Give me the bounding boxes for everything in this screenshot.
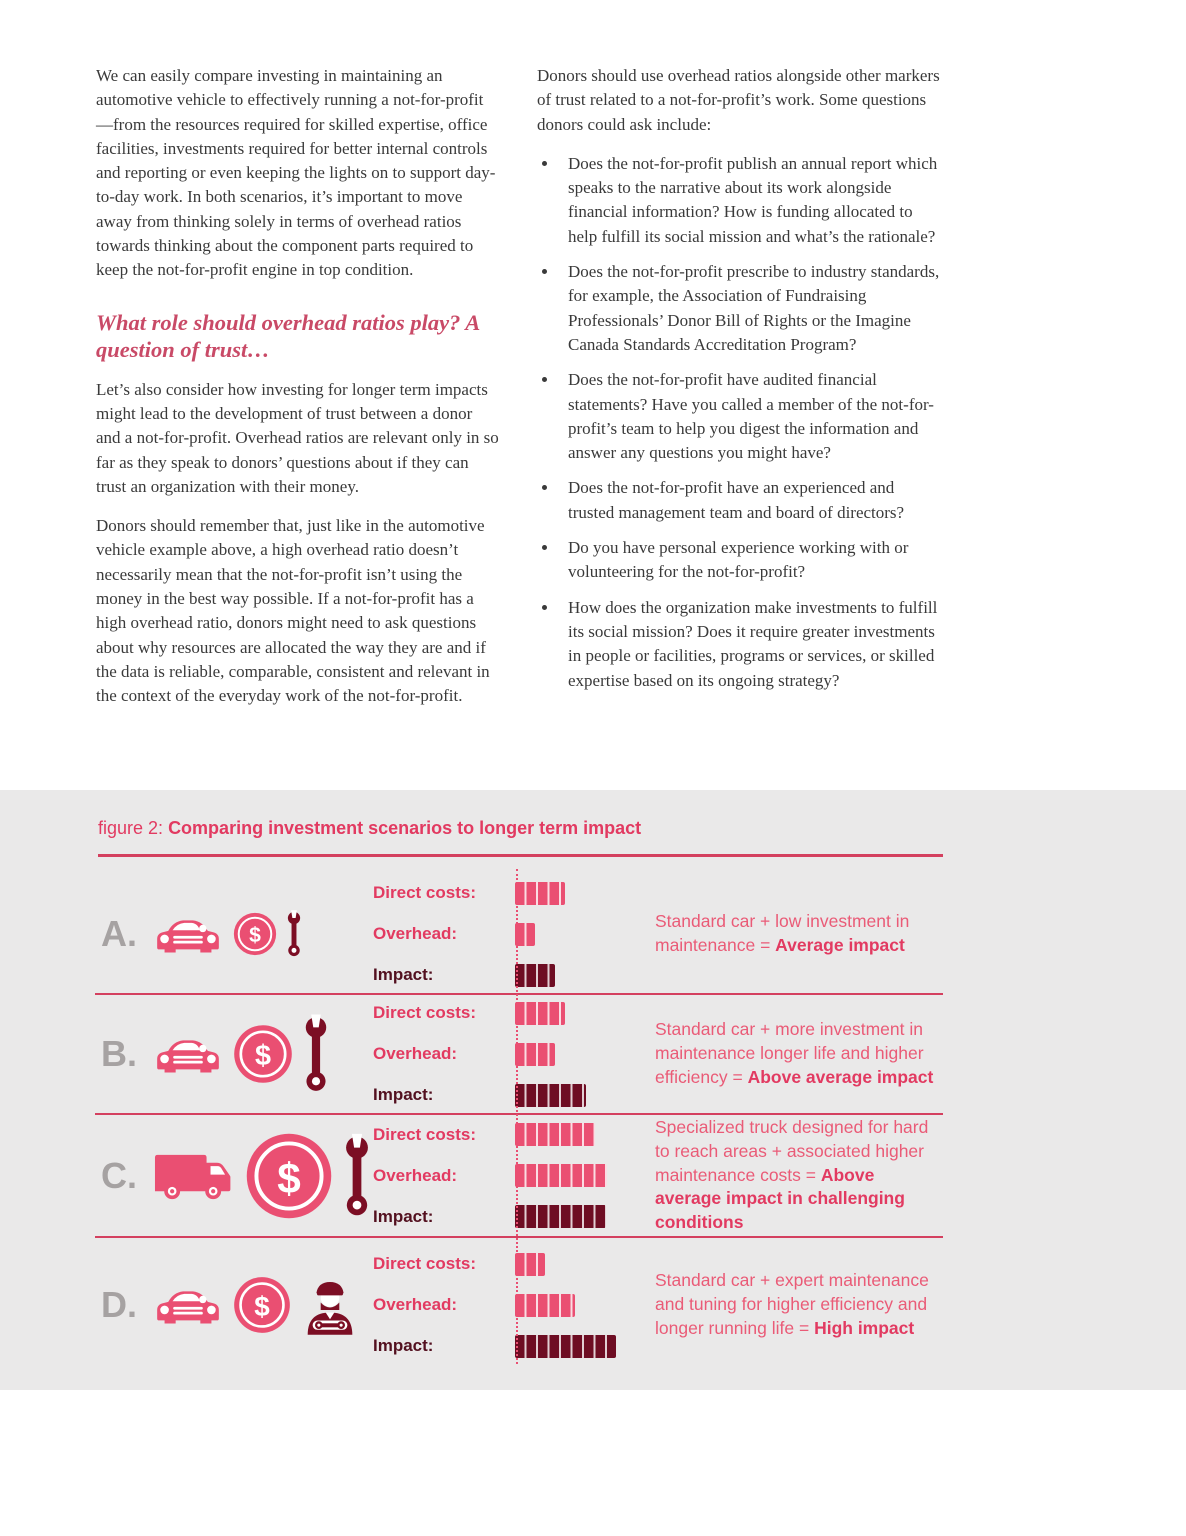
bar-overhead [515, 1164, 607, 1187]
bar-group [373, 1123, 655, 1229]
truck-icon [151, 1145, 237, 1207]
wrench-icon [341, 1125, 373, 1227]
scenario-letter: B. [101, 1033, 137, 1074]
bar-line [373, 881, 655, 905]
car-icon [151, 1276, 225, 1334]
figure-caption [98, 818, 641, 839]
paragraph-intro: We can easily compare investing in maintaining an automotive vehicle to effectively running a not-for-profit—from the resources required for skilled expertise, office facilities, investments required for better internal controls and reporting or even keeping the lights on to support day-to-day work. In both scenarios, it’s important to move away from thinking solely in terms of overhead ratios towards thinking about the component parts required to keep the not-for-profit engine in top condition. [96, 66, 496, 280]
bar-line [373, 1042, 655, 1066]
description-bold: Average impact [775, 935, 905, 955]
bar-overhead [515, 1043, 555, 1066]
scenario-row-a [95, 875, 943, 995]
bar-label-overhead: Overhead: [373, 924, 458, 943]
bar-label-direct-costs: Direct costs: [373, 1124, 476, 1144]
description-text: Specialized truck designed for hard to reach areas + associated higher maintenance costs = [655, 1116, 929, 1185]
bar-label-overhead: Overhead: [373, 1044, 458, 1063]
figure-rows [95, 875, 943, 1372]
paragraph-remember: Donors should remember that, just like in the automotive vehicle example above, a high overhead ratio doesn’t necessarily mean that the not-for-profit isn’t using the money in the best way possible. If a not-for-profit has a high overhead ratio, donors might need to ask questions about why resources are allocated the way they are and if the data is reliable, comparable, consistent and relevant in the context of the everyday work of the not-for-profit. [96, 516, 490, 706]
description-text: Standard car + more investment in maintenance longer life and higher efficiency = [655, 1019, 924, 1087]
bar-line [373, 1001, 655, 1025]
scenario-description [655, 910, 943, 958]
scenario-description [655, 1018, 943, 1090]
scenario-icons [151, 1008, 373, 1100]
bar-line [373, 1164, 655, 1188]
scenario-row-c [95, 1115, 943, 1238]
bar-label-impact: Impact: [373, 1336, 434, 1355]
scenario-letter: D. [101, 1284, 137, 1325]
bar-direct-costs [515, 1123, 595, 1146]
scenario-row-d [95, 1238, 943, 1372]
bar-line [373, 1205, 655, 1229]
paragraph-trust: Let’s also consider how investing for longer term impacts might lead to the development of trust between a donor and a not-for-profit. Overhead ratios are relevant only in so far as they speak to donors’ questions about if they can trust an organization with their money. [96, 379, 499, 496]
scenario-icons [151, 905, 373, 963]
bar-line [373, 1293, 655, 1317]
right-column [537, 64, 940, 726]
description-bold: Above average impact [747, 1066, 934, 1087]
description-bold: High impact [814, 1317, 915, 1338]
bar-impact [515, 964, 555, 987]
bar-label-overhead: Overhead: [373, 1295, 458, 1314]
bar-direct-costs [515, 1253, 545, 1276]
paragraph-questions-intro: Donors should use overhead ratios alongside other markers of trust related to a not-for-profit’s work. Some questions donors could ask include: [537, 66, 940, 134]
bar-group [373, 1252, 655, 1358]
figure-title: Comparing investment scenarios to longer term impact [168, 818, 642, 838]
bar-line [373, 1252, 655, 1276]
bar-axis-line [516, 869, 518, 1364]
bar-line [373, 1083, 655, 1107]
bar-label-direct-costs: Direct costs: [373, 1254, 476, 1273]
section-heading: What role should overhead ratios play? A question of trust… [96, 309, 479, 362]
questions-list [537, 152, 940, 693]
list-item: • Does the not-for-profit have audited financial statements? Have you called a member of the not-for-profit’s team to help you digest the information and answer any questions you might have? [559, 368, 940, 465]
wrench-icon [301, 1008, 331, 1100]
bar-label-impact: Impact: [373, 1085, 434, 1104]
bar-group [373, 1001, 655, 1107]
figure-rule [98, 854, 943, 857]
bar-line [373, 963, 655, 987]
bar-impact [515, 1084, 586, 1107]
scenario-row-b [95, 995, 943, 1115]
bar-group [373, 881, 655, 987]
bar-direct-costs [515, 882, 565, 905]
scenario-icons [151, 1265, 373, 1345]
bar-label-direct-costs: Direct costs: [373, 1003, 476, 1022]
figure-2-panel [0, 790, 1186, 1390]
list-item: • Does the not-for-profit prescribe to industry standards, for example, the Association of Fundraising Professionals’ Donor Bill of Rights or the Imagine Canada Standards Accreditation Program? [559, 260, 940, 357]
bar-label-direct-costs: Direct costs: [373, 883, 476, 902]
list-item: • Does the not-for-profit publish an annual report which speaks to the narrative about its work alongside financial information? How is funding allocated to help fulfill its social mission and what’s the rationale? [559, 152, 940, 249]
bar-overhead [515, 1294, 575, 1317]
bar-direct-costs [515, 1002, 565, 1025]
figure-label: figure 2: [98, 818, 164, 838]
car-icon [151, 1025, 225, 1083]
scenario-letter: A. [101, 913, 137, 954]
bar-overhead [515, 923, 535, 946]
car-icon [151, 905, 225, 963]
mechanic-icon [299, 1265, 361, 1345]
bar-line [373, 1334, 655, 1358]
bar-impact [515, 1205, 606, 1228]
description-bold: Above average impact in challenging conditions [655, 1164, 905, 1233]
bar-label-impact: Impact: [373, 965, 434, 984]
dollar-coin-icon [233, 1276, 291, 1334]
bar-label-impact: Impact: [373, 1206, 434, 1226]
bar-label-overhead: Overhead: [373, 1165, 458, 1185]
list-item: • Do you have personal experience working with or volunteering for the not-for-profit? [559, 536, 940, 585]
list-item: • How does the organization make investments to fulfill its social mission? Does it require greater investments in people or facilities, programs or services, or skilled expertise based on its ongoing strategy? [559, 596, 940, 693]
dollar-coin-icon [233, 912, 277, 956]
bar-impact [515, 1335, 616, 1358]
scenario-description [655, 1269, 943, 1341]
bar-line [373, 922, 655, 946]
left-column [96, 64, 499, 726]
scenario-description [655, 1116, 943, 1236]
list-item: • Does the not-for-profit have an experienced and trusted management team and board of directors? [559, 476, 940, 525]
wrench-icon [285, 906, 303, 962]
description-text: Standard car + low investment in maintenance = [655, 911, 910, 955]
article [0, 0, 1186, 726]
dollar-coin-icon [245, 1132, 333, 1220]
bar-line [373, 1123, 655, 1147]
description-text: Standard car + expert maintenance and tuning for higher efficiency and longer running life = [655, 1270, 929, 1338]
scenario-letter: C. [101, 1154, 137, 1196]
scenario-icons [151, 1125, 373, 1227]
dollar-coin-icon [233, 1024, 293, 1084]
